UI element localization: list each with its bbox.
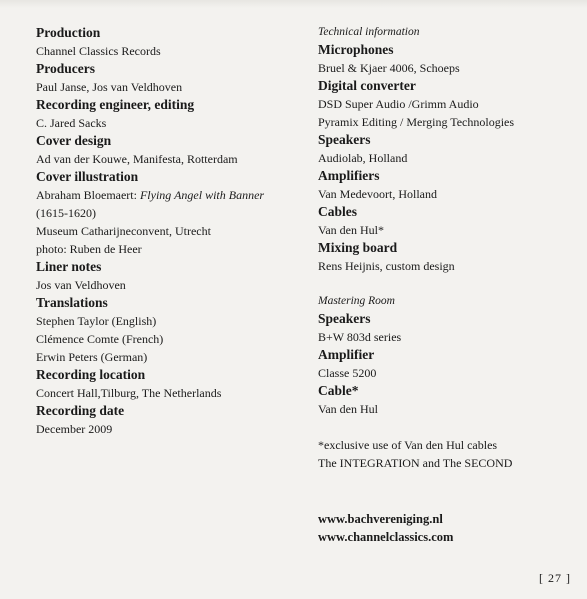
tech-value: Van Medevoort, Holland <box>318 187 437 201</box>
credit-value: Concert Hall,Tilburg, The Netherlands <box>36 386 222 400</box>
tech-heading: Cables <box>318 204 358 219</box>
tech-value: DSD Super Audio /Grimm Audio <box>318 97 479 111</box>
credit-engineer <box>36 96 298 132</box>
credit-cover-design <box>36 132 298 168</box>
credit-heading: Translations <box>36 295 108 310</box>
tech-heading: Speakers <box>318 132 371 147</box>
integration-note: The INTEGRATION and The SECOND <box>318 456 513 470</box>
mastering-room-label: Mastering Room <box>318 295 395 307</box>
tech-value: Audiolab, Holland <box>318 151 408 165</box>
credit-recording-date <box>36 402 298 438</box>
credit-value: photo: Ruben de Heer <box>36 242 142 256</box>
credit-heading: Recording engineer, editing <box>36 97 195 112</box>
mastering-heading: Speakers <box>318 311 371 326</box>
credit-heading: Producers <box>36 61 95 76</box>
credit-heading: Production <box>36 25 101 40</box>
page-top-shadow <box>0 0 587 8</box>
tech-value: Bruel & Kjaer 4006, Schoeps <box>318 61 460 75</box>
credit-value: (1615-1620) <box>36 206 96 220</box>
artist-name: Abraham Bloemaert: <box>36 188 140 202</box>
tech-heading: Digital converter <box>318 78 416 93</box>
credit-heading: Cover illustration <box>36 169 139 184</box>
credit-translations <box>36 294 298 366</box>
credit-production <box>36 24 298 60</box>
credit-value: Paul Janse, Jos van Veldhoven <box>36 80 183 94</box>
credit-value <box>36 186 298 204</box>
tech-heading: Amplifiers <box>318 168 380 183</box>
credit-heading: Cover design <box>36 133 112 148</box>
tech-heading: Mixing board <box>318 240 398 255</box>
mastering-value: Van den Hul <box>318 402 378 416</box>
credit-heading: Recording location <box>36 367 146 382</box>
credit-value: Erwin Peters (German) <box>36 350 148 364</box>
credit-recording-location <box>36 366 298 402</box>
spacer <box>318 418 580 436</box>
tech-value: Van den Hul* <box>318 223 384 237</box>
credit-value: Ad van der Kouwe, Manifesta, Rotterdam <box>36 152 238 166</box>
technical-column <box>318 24 580 546</box>
credit-value: Jos van Veldhoven <box>36 278 126 292</box>
credit-heading: Liner notes <box>36 259 102 274</box>
credit-value: Museum Catharijneconvent, Utrecht <box>36 224 211 238</box>
tech-value: Rens Heijnis, custom design <box>318 259 455 273</box>
credit-value: Stephen Taylor (English) <box>36 314 157 328</box>
spacer <box>318 472 580 510</box>
tech-heading: Microphones <box>318 42 394 57</box>
cable-footnote: *exclusive use of Van den Hul cables <box>318 438 498 452</box>
website-link-channelclassics[interactable]: www.channelclassics.com <box>318 530 454 544</box>
website-link-bachvereniging[interactable]: www.bachvereniging.nl <box>318 512 443 526</box>
credit-value: C. Jared Sacks <box>36 116 107 130</box>
credits-column <box>36 24 298 438</box>
credit-value: December 2009 <box>36 422 113 436</box>
tech-value: Pyramix Editing / Merging Technologies <box>318 115 515 129</box>
credit-value: Channel Classics Records <box>36 44 161 58</box>
technical-information-label: Technical information <box>318 26 420 38</box>
spacer <box>318 275 580 293</box>
mastering-value: Classe 5200 <box>318 366 377 380</box>
artwork-title: Flying Angel with Banner <box>139 188 265 202</box>
mastering-heading: Amplifier <box>318 347 375 362</box>
credit-producers <box>36 60 298 96</box>
credit-value: Clémence Comte (French) <box>36 332 164 346</box>
credit-liner-notes <box>36 258 298 294</box>
credit-cover-illustration <box>36 168 298 258</box>
mastering-value: B+W 803d series <box>318 330 402 344</box>
credit-heading: Recording date <box>36 403 125 418</box>
page-number: [ 27 ] <box>539 571 571 585</box>
mastering-heading: Cable* <box>318 383 359 398</box>
